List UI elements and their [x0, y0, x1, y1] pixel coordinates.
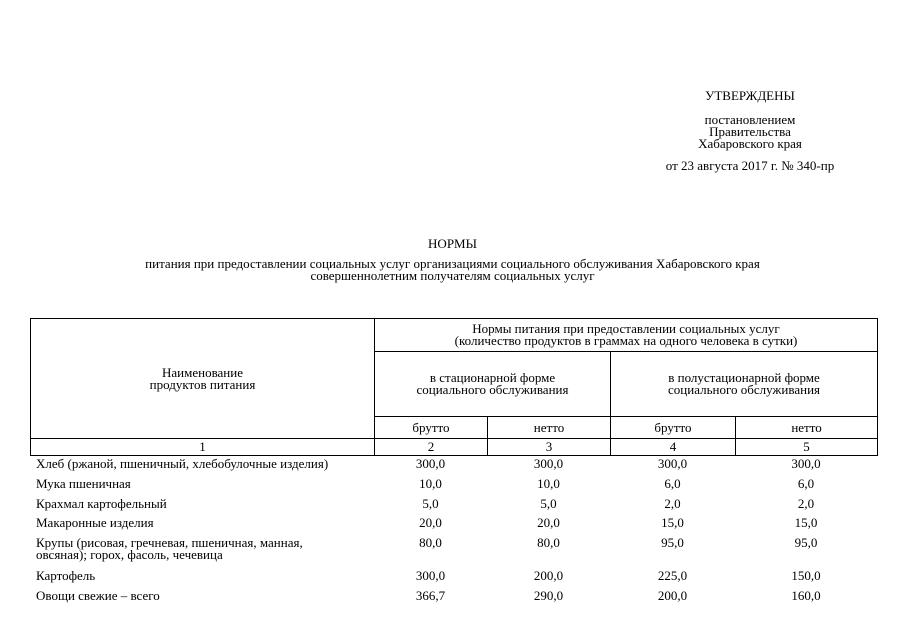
value-cell: 5,0 [422, 496, 439, 511]
value-cell: 225,0 [657, 568, 688, 583]
product-name: Овощи свежие – всего [36, 588, 160, 603]
product-name-line: овсяная); горох, фасоль, чечевица [36, 547, 223, 562]
value-cell: 10,0 [419, 476, 442, 491]
value-cell: 150,0 [791, 568, 821, 583]
brutto-header: брутто [375, 417, 488, 439]
column-number: 1 [31, 439, 375, 456]
header-text: в стационарной форме [429, 370, 556, 385]
value-cell: 200,0 [657, 588, 688, 603]
value-cell: 10,0 [537, 476, 560, 491]
approval-date: от 23 августа 2017 г. № 340-пр [665, 158, 835, 173]
product-name: Макаронные изделия [36, 515, 154, 530]
value-cell: 160,0 [791, 588, 821, 603]
header-text: социального обслуживания [668, 382, 821, 397]
approval-line: Хабаровского края [698, 136, 802, 151]
table-row [30, 517, 877, 537]
product-name [30, 537, 374, 570]
value-cell: 6,0 [664, 476, 681, 491]
value-cell: 20,0 [419, 515, 442, 530]
subtitle-line: совершеннолетним получателям социальных услуг [310, 268, 595, 283]
product-name: Хлеб (ржаной, пшеничный, хлебобулочные изделия) [36, 456, 329, 471]
approval-block [640, 90, 860, 172]
approval-line: Правительства [709, 124, 791, 139]
value-cell: 95,0 [661, 535, 684, 550]
value-cell: 20,0 [537, 515, 560, 530]
value-cell: 300,0 [415, 456, 446, 471]
value-cell: 300,0 [791, 456, 821, 471]
value-cell: 95,0 [794, 535, 818, 550]
approval-heading: УТВЕРЖДЕНЫ [705, 88, 795, 103]
semistationary-header [611, 352, 878, 417]
norms-column-header [375, 319, 878, 352]
norms-table-header [30, 318, 878, 456]
value-cell: 2,0 [664, 496, 681, 511]
name-column-header [31, 319, 375, 439]
subtitle-line: питания при предоставлении социальных услуг организациями социального обслуживания Хабаровского края [145, 256, 760, 271]
product-name-line: Крупы (рисовая, гречневая, пшеничная, манная, [36, 535, 303, 550]
product-name: Картофель [36, 568, 96, 583]
netto-header: нетто [736, 417, 878, 439]
product-name: Крахмал картофельный [36, 496, 167, 511]
table-row [30, 498, 877, 517]
value-cell: 300,0 [415, 568, 446, 583]
value-cell: 2,0 [797, 496, 815, 511]
document-title: НОРМЫ [428, 236, 477, 251]
value-cell: 290,0 [533, 588, 564, 603]
value-cell: 200,0 [533, 568, 564, 583]
netto-header: нетто [488, 417, 611, 439]
value-cell: 80,0 [419, 535, 442, 550]
value-cell: 6,0 [797, 476, 815, 491]
header-text: (количество продуктов в граммах на одного человека в сутки) [454, 333, 798, 348]
header-text: Нормы питания при предоставлении социальных услуг [472, 321, 780, 336]
header-text: продуктов питания [149, 376, 256, 392]
approval-line: постановлением [704, 112, 796, 127]
product-name: Мука пшеничная [36, 476, 131, 491]
value-cell: 15,0 [661, 515, 684, 530]
header-text: социального обслуживания [416, 382, 569, 397]
value-cell: 80,0 [537, 535, 560, 550]
value-cell: 366,7 [415, 588, 446, 603]
table-row [30, 478, 877, 498]
header-text: в полустационарной форме [668, 370, 820, 385]
column-number: 5 [736, 439, 878, 456]
brutto-header: брутто [611, 417, 736, 439]
value-cell: 300,0 [657, 456, 688, 471]
document-subtitle [0, 258, 905, 282]
stationary-header [375, 352, 611, 417]
table-row [30, 570, 877, 590]
header-text: Наименование [162, 364, 243, 380]
table-row [30, 458, 877, 478]
column-number: 2 [375, 439, 488, 456]
value-cell: 5,0 [540, 496, 557, 511]
value-cell: 300,0 [533, 456, 564, 471]
table-row [30, 590, 877, 610]
column-number: 3 [488, 439, 611, 456]
value-cell: 15,0 [794, 515, 818, 530]
column-number: 4 [611, 439, 736, 456]
norms-table-body [30, 458, 877, 610]
table-row [30, 537, 877, 570]
